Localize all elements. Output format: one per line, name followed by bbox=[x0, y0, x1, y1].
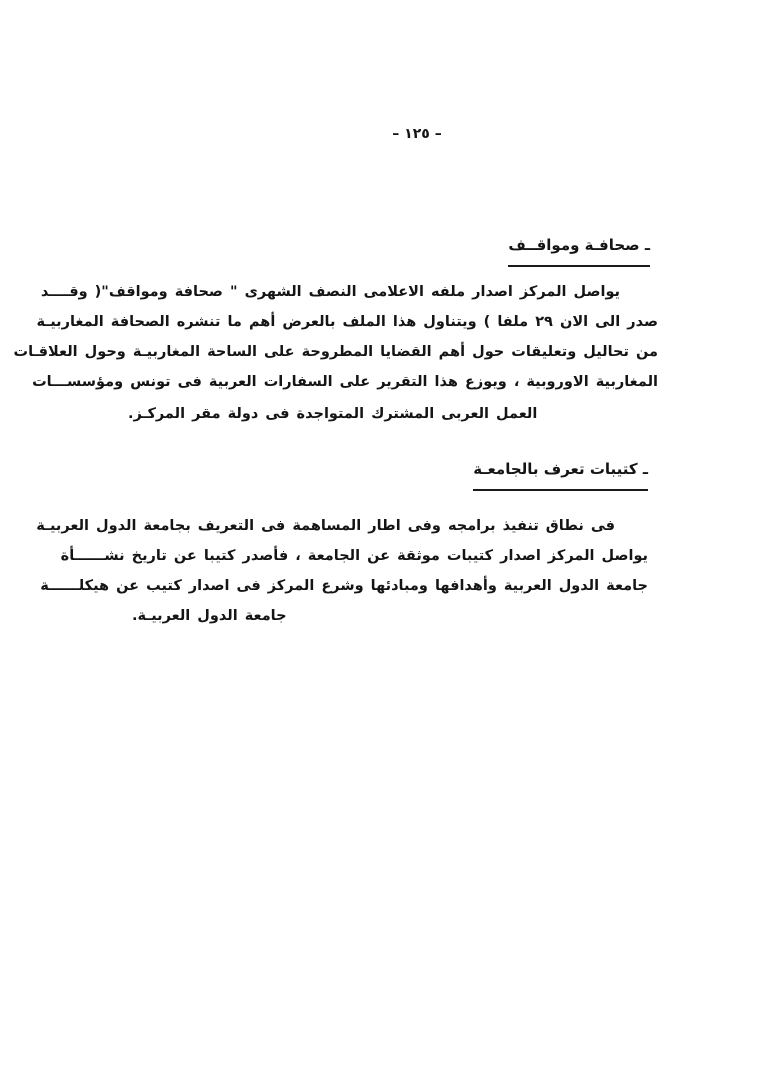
paragraph-line: المغاربية الاوروبية ، ويوزع هذا التقرير على السفارات العربية فى تونس ومؤسســـات bbox=[32, 374, 658, 390]
paragraph-line: من تحاليل وتعليقات حول أهم القضايا المطروحة على الساحة المغاربيـة وحول العلاقـات bbox=[13, 344, 658, 360]
paragraph-line: يواصل المركز اصدار كتيبات موثقة عن الجامعة ، فأصدر كتيبا عن تاريخ نشــــــأة bbox=[60, 548, 648, 564]
section-heading-booklets-league: ـ كتيبات تعرف بالجامعـة bbox=[473, 461, 648, 491]
paragraph-line: العمل العربى المشترك المتواجدة فى دولة مقر المركـز. bbox=[128, 406, 538, 422]
section-heading-press-and-positions: ـ صحافـة ومواقــف bbox=[508, 237, 650, 267]
paragraph-line: فى نطاق تنفيذ برامجه وفى اطار المساهمة فى التعريف بجامعة الدول العربيـة bbox=[36, 518, 615, 534]
paragraph-line: جامعة الدول العربيـة. bbox=[132, 608, 287, 624]
paragraph-line: يواصل المركز اصدار ملفه الاعلامى النصف الشهرى " صحافة ومواقف"( وقــــد bbox=[40, 284, 620, 300]
paragraph-line: جامعة الدول العربية وأهدافها ومبادئها وشرع المركز فى اصدار كتيب عن هيكلــــــة bbox=[40, 578, 648, 594]
paragraph-line: صدر الى الان ٢٩ ملفا ) ويتناول هذا الملف بالعرض أهم ما تنشره الصحافة المغاربيـة bbox=[36, 314, 658, 330]
page-number: – ١٢٥ – bbox=[392, 126, 442, 142]
